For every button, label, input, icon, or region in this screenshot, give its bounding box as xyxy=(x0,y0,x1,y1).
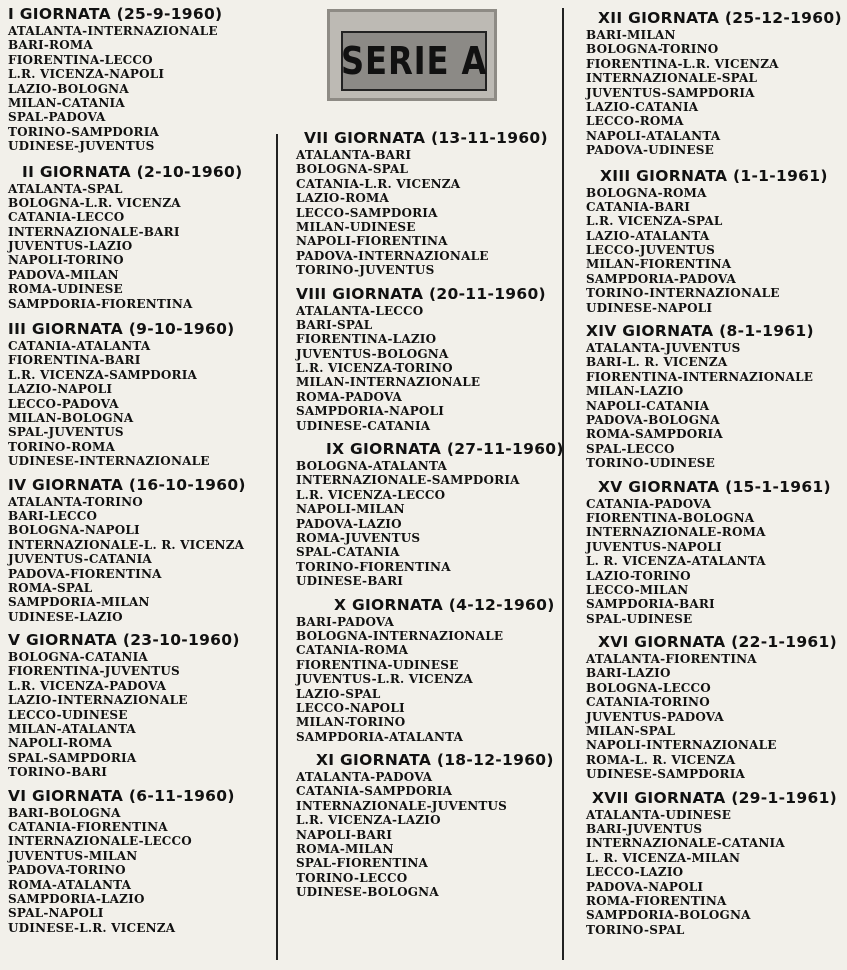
match-row: MILAN-CATANIA xyxy=(8,95,125,110)
match-row: JUVENTUS-SAMPDORIA xyxy=(586,85,755,100)
match-row: BARI-LECCO xyxy=(8,508,98,523)
match-row: ATALANTA-JUVENTUS xyxy=(586,341,741,356)
giornata-title: I GIORNATA (25-9-1960) xyxy=(8,5,223,23)
match-row: SPAL-FIORENTINA xyxy=(296,856,429,871)
match-row: PADOVA-NAPOLI xyxy=(586,879,704,894)
giornata-title: V GIORNATA (23-10-1960) xyxy=(8,631,240,650)
match-row: ROMA-SAMPDORIA xyxy=(586,427,723,442)
giornata-title: III GIORNATA (9-10-1960) xyxy=(8,320,235,339)
match-row: FIORENTINA-LAZIO xyxy=(296,332,437,347)
match-row: PADOVA-UDINESE xyxy=(586,143,714,158)
match-row: INTERNAZIONALE-BARI xyxy=(8,224,180,239)
match-row: SAMPDORIA-LAZIO xyxy=(8,891,145,906)
giornata-block xyxy=(296,595,558,745)
giornata-title: X GIORNATA (4-12-1960) xyxy=(334,595,555,614)
giornata-block xyxy=(8,4,270,154)
match-row: UDINESE-BARI xyxy=(296,574,404,589)
schedule-column-2 xyxy=(296,128,564,902)
match-row: MILAN-UDINESE xyxy=(296,219,416,234)
match-row: UDINESE-NAPOLI xyxy=(586,300,713,315)
match-row: JUVENTUS-NAPOLI xyxy=(586,539,722,554)
match-row: SPAL-PADOVA xyxy=(8,110,106,125)
match-row: L.R. VICENZA-LAZIO xyxy=(296,813,441,828)
giornata-title: XV GIORNATA (15-1-1961) xyxy=(598,477,831,496)
match-row: L.R. VICENZA-TORINO xyxy=(296,361,453,376)
match-row: SAMPDORIA-ATALANTA xyxy=(296,729,464,744)
match-row: MILAN-INTERNAZIONALE xyxy=(296,375,481,390)
match-row: MILAN-BOLOGNA xyxy=(8,410,134,425)
match-row: ATALANTA-INTERNAZIONALE xyxy=(8,24,218,38)
match-row: LAZIO-CATANIA xyxy=(586,99,699,114)
giornata-title: VI GIORNATA (6-11-1960) xyxy=(8,786,235,805)
match-row: FIORENTINA-JUVENTUS xyxy=(8,664,180,679)
match-row: MILAN-TORINO xyxy=(296,715,406,730)
match-row: UDINESE-INTERNAZIONALE xyxy=(8,454,210,469)
match-row: BARI-PADOVA xyxy=(296,614,395,629)
match-row: UDINESE-CATANIA xyxy=(296,418,431,433)
match-row: INTERNAZIONALE-ROMA xyxy=(586,525,766,540)
match-row: LAZIO-TORINO xyxy=(586,568,691,583)
giornata-title: II GIORNATA (2-10-1960) xyxy=(22,162,243,181)
giornata-title: IV GIORNATA (16-10-1960) xyxy=(8,475,246,494)
match-row: NAPOLI-ATALANTA xyxy=(586,128,721,143)
match-row: INTERNAZIONALE-JUVENTUS xyxy=(296,798,508,813)
match-row: CATANIA-TORINO xyxy=(586,695,710,710)
giornata-block xyxy=(8,475,270,625)
match-row: TORINO-SAMPDORIA xyxy=(8,124,160,139)
match-row: TORINO-FIORENTINA xyxy=(296,559,451,574)
match-row: BARI-MILAN xyxy=(586,28,676,42)
match-row: LECCO-JUVENTUS xyxy=(586,243,715,258)
match-row: UDINESE-JUVENTUS xyxy=(8,139,155,154)
match-row: SPAL-UDINESE xyxy=(586,611,693,626)
match-row: ROMA-JUVENTUS xyxy=(296,530,421,545)
match-row: NAPOLI-MILAN xyxy=(296,502,405,517)
match-row: LECCO-ROMA xyxy=(586,114,684,129)
match-row: LAZIO-ATALANTA xyxy=(586,228,710,243)
match-row: TORINO-BARI xyxy=(8,765,108,780)
match-row: PADOVA-FIORENTINA xyxy=(8,566,162,581)
giornata-block xyxy=(586,632,846,782)
match-row: PADOVA-LAZIO xyxy=(296,516,402,531)
match-row: MILAN-LAZIO xyxy=(586,384,684,399)
match-row: L.R. VICENZA-PADOVA xyxy=(8,678,167,693)
match-row: UDINESE-LAZIO xyxy=(8,609,123,624)
match-row: INTERNAZIONALE-SAMPDORIA xyxy=(296,473,520,488)
match-row: FIORENTINA-INTERNAZIONALE xyxy=(586,369,814,384)
match-row: PADOVA-TORINO xyxy=(8,863,126,878)
match-row: L. R. VICENZA-ATALANTA xyxy=(586,554,766,569)
column-divider xyxy=(562,8,564,960)
giornata-block xyxy=(296,439,564,589)
match-row: SAMPDORIA-NAPOLI xyxy=(296,404,445,419)
giornata-block xyxy=(296,750,558,900)
match-row: ATALANTA-FIORENTINA xyxy=(586,652,757,667)
match-row: BOLOGNA-L.R. VICENZA xyxy=(8,195,181,210)
schedule-column-3 xyxy=(586,8,846,939)
giornata-block xyxy=(8,786,270,936)
match-row: BOLOGNA-ROMA xyxy=(586,185,707,200)
match-row: JUVENTUS-LAZIO xyxy=(8,239,133,254)
match-row: BOLOGNA-CATANIA xyxy=(8,650,148,665)
match-row: NAPOLI-FIORENTINA xyxy=(296,234,448,249)
match-row: SAMPDORIA-PADOVA xyxy=(586,271,737,286)
match-row: NAPOLI-CATANIA xyxy=(586,398,710,413)
giornata-block xyxy=(586,788,846,938)
serie-a-logo-plate xyxy=(341,31,487,91)
match-row: NAPOLI-TORINO xyxy=(8,253,124,268)
match-row: ROMA-L. R. VICENZA xyxy=(586,752,736,767)
match-row: CATANIA-FIORENTINA xyxy=(8,819,168,834)
match-row: FIORENTINA-LECCO xyxy=(8,52,153,67)
match-row: BOLOGNA-INTERNAZIONALE xyxy=(296,628,504,643)
match-row: ROMA-UDINESE xyxy=(8,282,123,297)
match-row: BOLOGNA-ATALANTA xyxy=(296,459,447,474)
match-row: LECCO-UDINESE xyxy=(8,707,128,722)
giornata-title: VIII GIORNATA (20-11-1960) xyxy=(296,284,546,303)
match-row: BARI-LAZIO xyxy=(586,666,671,681)
giornata-title: XI GIORNATA (18-12-1960) xyxy=(316,751,554,770)
match-row: FIORENTINA-BARI xyxy=(8,353,141,368)
match-row: FIORENTINA-UDINESE xyxy=(296,657,459,672)
schedule-column-1 xyxy=(8,4,270,937)
match-row: INTERNAZIONALE-SPAL xyxy=(586,71,758,86)
match-row: BARI-SPAL xyxy=(296,317,373,332)
match-row: PADOVA-BOLOGNA xyxy=(586,412,720,427)
giornata-title: XII GIORNATA (25-12-1960) xyxy=(598,9,842,27)
match-row: MILAN-FIORENTINA xyxy=(586,257,732,272)
giornata-title: XVII GIORNATA (29-1-1961) xyxy=(592,788,838,807)
giornata-block xyxy=(296,128,558,278)
match-row: SPAL-JUVENTUS xyxy=(8,425,124,440)
match-row: ATALANTA-PADOVA xyxy=(296,770,433,785)
match-row: CATANIA-PADOVA xyxy=(586,496,712,511)
giornata-title: XVI GIORNATA (22-1-1961) xyxy=(598,633,837,652)
match-row: TORINO-SPAL xyxy=(586,922,685,937)
column-divider xyxy=(276,134,278,960)
match-row: L.R. VICENZA-LECCO xyxy=(296,487,446,502)
match-row: ATALANTA-BARI xyxy=(296,148,412,162)
match-row: ROMA-MILAN xyxy=(296,842,394,857)
match-row: ROMA-SPAL xyxy=(8,580,93,595)
match-row: CATANIA-L.R. VICENZA xyxy=(296,176,461,191)
match-row: LAZIO-INTERNAZIONALE xyxy=(8,693,188,708)
match-row: CATANIA-ATALANTA xyxy=(8,339,151,354)
match-row: NAPOLI-INTERNAZIONALE xyxy=(586,738,777,753)
match-row: NAPOLI-ROMA xyxy=(8,736,113,751)
match-row: TORINO-JUVENTUS xyxy=(296,263,435,278)
giornata-title: XIII GIORNATA (1-1-1961) xyxy=(600,166,828,185)
match-row: CATANIA-ROMA xyxy=(296,643,409,658)
match-row: NAPOLI-BARI xyxy=(296,827,393,842)
giornata-block xyxy=(8,630,270,780)
match-row: SPAL-SAMPDORIA xyxy=(8,750,137,765)
giornata-title: XIV GIORNATA (8-1-1961) xyxy=(586,322,814,341)
giornata-block xyxy=(586,8,846,158)
match-row: UDINESE-SAMPDORIA xyxy=(586,767,746,782)
match-row: SAMPDORIA-MILAN xyxy=(8,595,150,610)
match-row: ROMA-ATALANTA xyxy=(8,877,132,892)
match-row: INTERNAZIONALE-L. R. VICENZA xyxy=(8,537,245,552)
serie-a-logo xyxy=(327,9,497,101)
match-row: JUVENTUS-PADOVA xyxy=(586,709,724,724)
match-row: CATANIA-SAMPDORIA xyxy=(296,784,453,799)
match-row: SPAL-NAPOLI xyxy=(8,906,104,921)
match-row: SAMPDORIA-BOLOGNA xyxy=(586,908,751,923)
match-row: MILAN-ATALANTA xyxy=(8,722,136,737)
match-row: ROMA-PADOVA xyxy=(296,389,402,404)
match-row: BOLOGNA-LECCO xyxy=(586,680,711,695)
match-row: BARI-ROMA xyxy=(8,38,93,53)
match-row: ATALANTA-LECCO xyxy=(296,303,424,318)
match-row: CATANIA-BARI xyxy=(586,199,691,214)
match-row: BARI-BOLOGNA xyxy=(8,805,121,820)
match-row: LAZIO-SPAL xyxy=(296,686,381,701)
match-row: ATALANTA-UDINESE xyxy=(586,807,732,822)
match-row: TORINO-INTERNAZIONALE xyxy=(586,286,780,301)
match-row: LECCO-MILAN xyxy=(586,582,689,597)
match-row: L.R. VICENZA-SAMPDORIA xyxy=(8,367,198,382)
match-row: ATALANTA-TORINO xyxy=(8,494,143,509)
giornata-block xyxy=(296,284,558,434)
match-row: JUVENTUS-CATANIA xyxy=(8,552,152,567)
match-row: LECCO-PADOVA xyxy=(8,396,119,411)
match-row: LECCO-NAPOLI xyxy=(296,700,405,715)
match-row: LAZIO-ROMA xyxy=(296,191,390,206)
match-row: JUVENTUS-MILAN xyxy=(8,848,138,863)
match-row: ROMA-FIORENTINA xyxy=(586,893,727,908)
match-row: LECCO-LAZIO xyxy=(586,865,684,880)
match-row: SPAL-LECCO xyxy=(586,441,675,456)
match-row: SAMPDORIA-BARI xyxy=(586,597,715,612)
giornata-block xyxy=(586,477,846,627)
match-row: JUVENTUS-L.R. VICENZA xyxy=(296,672,473,687)
giornata-title: IX GIORNATA (27-11-1960) xyxy=(326,440,564,459)
match-row: BOLOGNA-TORINO xyxy=(586,42,719,57)
match-row: SPAL-CATANIA xyxy=(296,545,400,560)
match-row: LAZIO-BOLOGNA xyxy=(8,81,129,96)
giornata-title: VII GIORNATA (13-11-1960) xyxy=(304,129,548,147)
giornata-block xyxy=(586,321,846,471)
match-row: JUVENTUS-BOLOGNA xyxy=(296,346,449,361)
match-row: BARI-L. R. VICENZA xyxy=(586,355,728,370)
match-row: UDINESE-BOLOGNA xyxy=(296,885,439,900)
match-row: LAZIO-NAPOLI xyxy=(8,382,113,397)
match-row: INTERNAZIONALE-CATANIA xyxy=(586,836,785,851)
match-row: TORINO-UDINESE xyxy=(586,456,716,471)
match-row: MILAN-SPAL xyxy=(586,724,676,739)
match-row: FIORENTINA-BOLOGNA xyxy=(586,510,755,525)
giornata-block xyxy=(8,162,270,312)
match-row: BOLOGNA-SPAL xyxy=(296,162,409,177)
match-row: INTERNAZIONALE-LECCO xyxy=(8,834,192,849)
giornata-block xyxy=(586,166,846,316)
match-row: L.R. VICENZA-NAPOLI xyxy=(8,67,165,82)
match-row: LECCO-SAMPDORIA xyxy=(296,205,438,220)
match-row: BOLOGNA-NAPOLI xyxy=(8,523,140,538)
match-row: L.R. VICENZA-SPAL xyxy=(586,214,723,229)
serie-a-logo-text: SERIE A xyxy=(340,39,488,83)
match-row: L. R. VICENZA-MILAN xyxy=(586,850,741,865)
match-row: FIORENTINA-L.R. VICENZA xyxy=(586,56,779,71)
match-row: PADOVA-INTERNAZIONALE xyxy=(296,248,489,263)
match-row: CATANIA-LECCO xyxy=(8,210,125,225)
match-row: BARI-JUVENTUS xyxy=(586,821,703,836)
giornata-block xyxy=(8,319,270,469)
match-row: PADOVA-MILAN xyxy=(8,267,119,282)
match-row: UDINESE-L.R. VICENZA xyxy=(8,920,176,935)
match-row: SAMPDORIA-FIORENTINA xyxy=(8,296,193,311)
match-row: TORINO-LECCO xyxy=(296,870,408,885)
match-row: TORINO-ROMA xyxy=(8,439,116,454)
match-row: ATALANTA-SPAL xyxy=(8,181,123,196)
